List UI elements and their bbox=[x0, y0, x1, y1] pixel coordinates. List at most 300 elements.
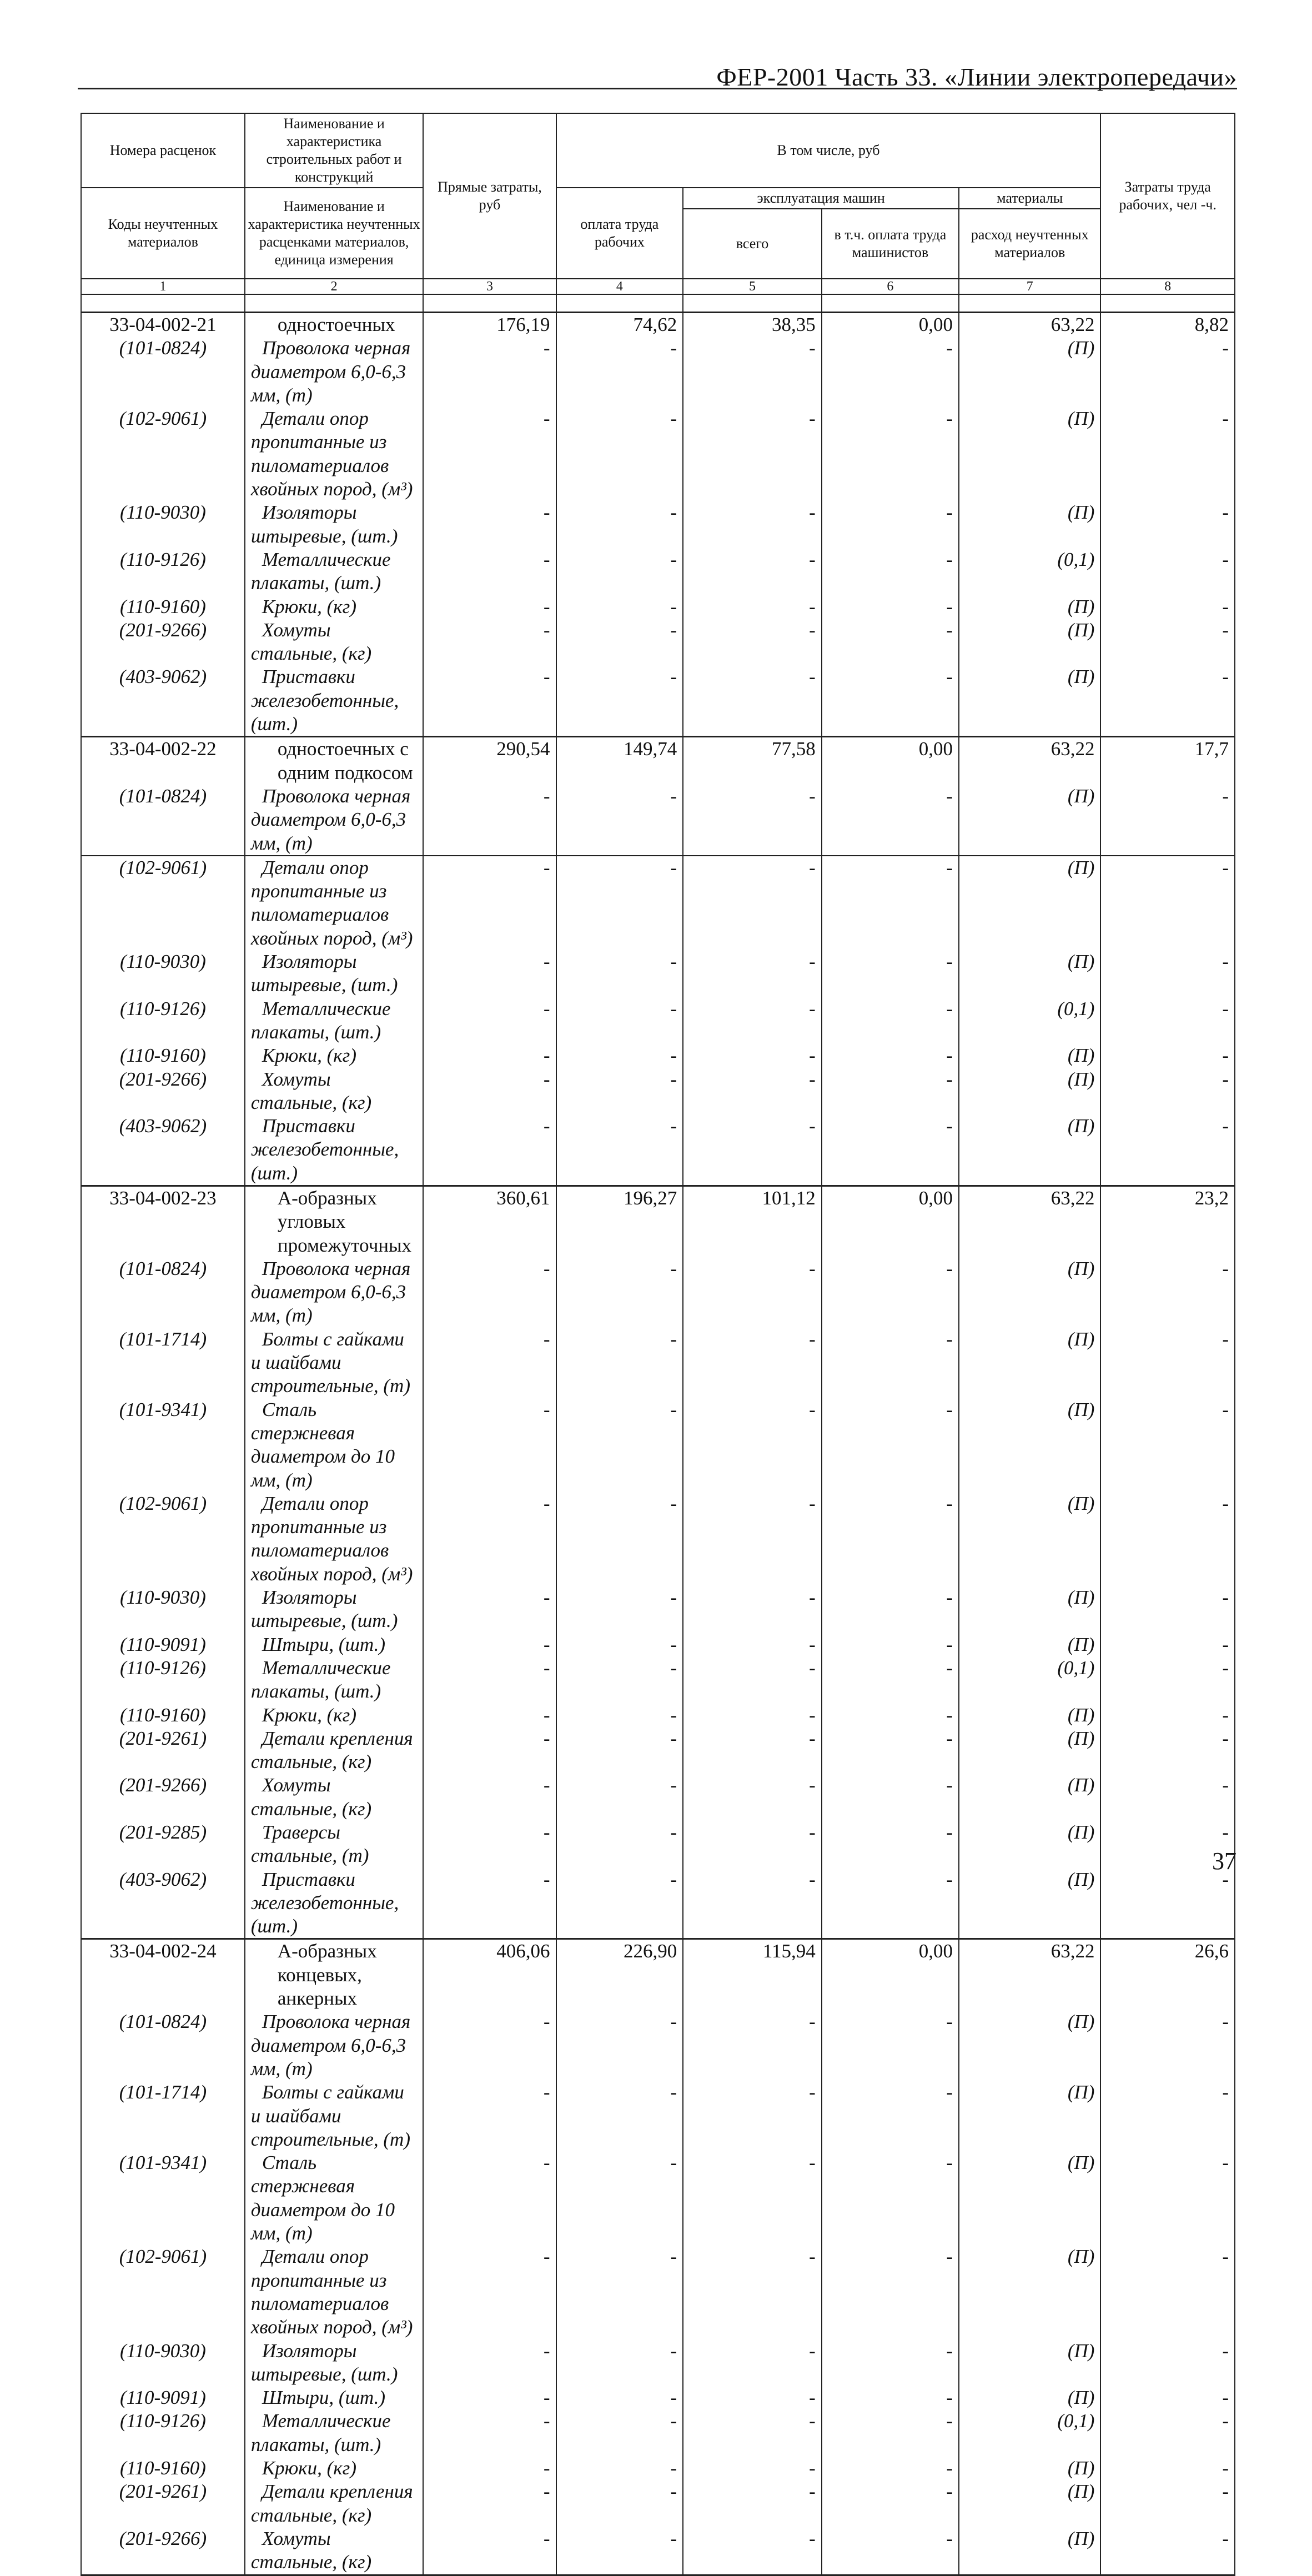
machinists-pay-dash: - bbox=[822, 1633, 959, 1656]
labor-hours-dash: - bbox=[1100, 1044, 1235, 1067]
labor-pay-dash: - bbox=[556, 1633, 683, 1656]
machines-total-dash: - bbox=[683, 2245, 822, 2339]
material-name bbox=[245, 1633, 424, 1656]
labor-hours-dash: - bbox=[1100, 1821, 1235, 1868]
labor-hours: 23,2 bbox=[1100, 1186, 1235, 1257]
direct-costs-dash: - bbox=[423, 785, 556, 856]
direct-costs-dash: - bbox=[423, 1774, 556, 1821]
labor-pay-dash: - bbox=[556, 595, 683, 619]
direct-costs-dash: - bbox=[423, 337, 556, 407]
machinists-pay-dash: - bbox=[822, 1586, 959, 1633]
material-code: (102-9061) bbox=[81, 2245, 245, 2339]
machines-total-dash: - bbox=[683, 595, 822, 619]
labor-hours-dash: - bbox=[1100, 407, 1235, 501]
machinists-pay-dash: - bbox=[822, 2409, 959, 2457]
material-name-text: Изоляторы штыревые, (шт.) bbox=[250, 1586, 398, 1632]
material-name bbox=[245, 337, 424, 407]
machines-total-dash: - bbox=[683, 2386, 822, 2409]
col-number-5: 5 bbox=[683, 279, 822, 294]
material-quantity: (П) bbox=[959, 1328, 1100, 1398]
machines-total-dash: - bbox=[683, 997, 822, 1045]
machines-total-dash: - bbox=[683, 1492, 822, 1586]
direct-costs-dash: - bbox=[423, 2245, 556, 2339]
material-name bbox=[245, 1868, 424, 1939]
direct-costs: 406,06 bbox=[423, 1939, 556, 2010]
material-code: (101-1714) bbox=[81, 2081, 245, 2151]
material-row bbox=[81, 2010, 1235, 2081]
material-name-text: Металлические плакаты, (шт.) bbox=[250, 2410, 391, 2456]
labor-hours-dash: - bbox=[1100, 1633, 1235, 1656]
col-material-names: Наименование и характеристика неучтенных расценками материалов, единица измерения bbox=[245, 188, 424, 279]
material-code: (110-9030) bbox=[81, 950, 245, 997]
direct-costs-dash: - bbox=[423, 1044, 556, 1067]
direct-costs-dash: - bbox=[423, 2386, 556, 2409]
material-quantity: (П) bbox=[959, 2480, 1100, 2527]
material-name bbox=[245, 1821, 424, 1868]
direct-costs-dash: - bbox=[423, 2527, 556, 2575]
labor-hours-dash: - bbox=[1100, 2386, 1235, 2409]
col-labor-hours: Затраты труда рабочих, чел -ч. bbox=[1100, 113, 1235, 279]
direct-costs-dash: - bbox=[423, 1257, 556, 1328]
material-quantity: (П) bbox=[959, 1774, 1100, 1821]
material-quantity: (П) bbox=[959, 2010, 1100, 2081]
col-including: В том числе, руб bbox=[556, 113, 1101, 188]
labor-pay-dash: - bbox=[556, 1257, 683, 1328]
rate-code: 33-04-002-23 bbox=[81, 1186, 245, 1257]
machinists-pay-dash: - bbox=[822, 1328, 959, 1398]
material-name-text: Хомуты стальные, (кг) bbox=[250, 1068, 372, 1113]
labor-pay: 149,74 bbox=[556, 737, 683, 785]
material-quantity: (П) bbox=[959, 1727, 1100, 1774]
direct-costs-dash: - bbox=[423, 1586, 556, 1633]
materials-cost: 63,22 bbox=[959, 1939, 1100, 2010]
material-code: (101-1714) bbox=[81, 1328, 245, 1398]
material-name bbox=[245, 2151, 424, 2245]
labor-pay-dash: - bbox=[556, 1774, 683, 1821]
material-quantity: (П) bbox=[959, 407, 1100, 501]
material-quantity: (П) bbox=[959, 2245, 1100, 2339]
material-quantity: (П) bbox=[959, 1492, 1100, 1586]
material-code: (101-0824) bbox=[81, 337, 245, 407]
col-work-name: Наименование и характеристика строительных работ и конструкций bbox=[245, 113, 424, 188]
material-quantity: (П) bbox=[959, 1068, 1100, 1115]
machines-total-dash: - bbox=[683, 2339, 822, 2387]
labor-pay-dash: - bbox=[556, 1328, 683, 1398]
labor-pay-dash: - bbox=[556, 1868, 683, 1939]
labor-pay-dash: - bbox=[556, 2527, 683, 2575]
machinists-pay-dash: - bbox=[822, 1044, 959, 1067]
material-code: (201-9266) bbox=[81, 1068, 245, 1115]
machinists-pay-dash: - bbox=[822, 2339, 959, 2387]
material-name bbox=[245, 2480, 424, 2527]
col-number-2: 2 bbox=[245, 279, 424, 294]
material-name-text: Детали опор пропитанные из пиломатериалов хвойных пород, (м³) bbox=[250, 1492, 413, 1585]
material-name-text: Проволока черная диаметром 6,0-6,3 мм, (т) bbox=[250, 2011, 411, 2080]
material-row bbox=[81, 1727, 1235, 1774]
col-materials: материалы bbox=[959, 188, 1100, 209]
material-name bbox=[245, 1727, 424, 1774]
labor-pay-dash: - bbox=[556, 1068, 683, 1115]
labor-pay-dash: - bbox=[556, 2010, 683, 2081]
direct-costs-dash: - bbox=[423, 1656, 556, 1704]
material-name-text: Болты с гайками и шайбами строительные, (т) bbox=[250, 1328, 410, 1397]
material-code: (201-9285) bbox=[81, 1821, 245, 1868]
material-row bbox=[81, 595, 1235, 619]
rate-row bbox=[81, 737, 1235, 785]
material-name-text: Металлические плакаты, (шт.) bbox=[250, 548, 391, 594]
rate-row bbox=[81, 1186, 1235, 1257]
material-quantity: (П) bbox=[959, 665, 1100, 736]
material-quantity: (П) bbox=[959, 2339, 1100, 2387]
col-rate-numbers: Номера расценок bbox=[81, 113, 245, 188]
material-name bbox=[245, 1114, 424, 1186]
machines-total-dash: - bbox=[683, 2151, 822, 2245]
machines-total-dash: - bbox=[683, 2010, 822, 2081]
labor-hours-dash: - bbox=[1100, 665, 1235, 736]
direct-costs-dash: - bbox=[423, 1868, 556, 1939]
machines-total-dash: - bbox=[683, 1868, 822, 1939]
material-row bbox=[81, 1114, 1235, 1186]
material-code: (403-9062) bbox=[81, 1114, 245, 1186]
rate-code: 33-04-002-24 bbox=[81, 1939, 245, 2010]
machines-total-dash: - bbox=[683, 1774, 822, 1821]
machines-total-dash: - bbox=[683, 1068, 822, 1115]
machines-total-dash: - bbox=[683, 1044, 822, 1067]
material-quantity: (П) bbox=[959, 785, 1100, 856]
material-quantity: (П) bbox=[959, 2151, 1100, 2245]
material-name bbox=[245, 2409, 424, 2457]
material-row bbox=[81, 1328, 1235, 1398]
col-unaccounted-materials: расход неучтенных материалов bbox=[959, 209, 1100, 279]
labor-pay-dash: - bbox=[556, 785, 683, 856]
direct-costs-dash: - bbox=[423, 2457, 556, 2480]
material-code: (101-0824) bbox=[81, 785, 245, 856]
labor-hours-dash: - bbox=[1100, 950, 1235, 997]
labor-hours-dash: - bbox=[1100, 785, 1235, 856]
labor-hours-dash: - bbox=[1100, 2081, 1235, 2151]
labor-pay-dash: - bbox=[556, 501, 683, 548]
labor-pay-dash: - bbox=[556, 2386, 683, 2409]
machinists-pay-dash: - bbox=[822, 2151, 959, 2245]
col-machines-total: всего bbox=[683, 209, 822, 279]
material-quantity: (П) bbox=[959, 2527, 1100, 2575]
labor-hours-dash: - bbox=[1100, 501, 1235, 548]
machines-total-dash: - bbox=[683, 548, 822, 595]
labor-pay-dash: - bbox=[556, 665, 683, 736]
material-quantity: (П) bbox=[959, 1704, 1100, 1727]
machines-total-dash: - bbox=[683, 1821, 822, 1868]
labor-hours: 26,6 bbox=[1100, 1939, 1235, 2010]
labor-pay-dash: - bbox=[556, 1704, 683, 1727]
labor-hours-dash: - bbox=[1100, 595, 1235, 619]
material-row bbox=[81, 2339, 1235, 2387]
labor-pay-dash: - bbox=[556, 2409, 683, 2457]
machinists-pay-dash: - bbox=[822, 1704, 959, 1727]
material-quantity: (П) bbox=[959, 2081, 1100, 2151]
material-name-text: Металлические плакаты, (шт.) bbox=[250, 997, 391, 1043]
labor-pay-dash: - bbox=[556, 997, 683, 1045]
material-name bbox=[245, 1492, 424, 1586]
labor-hours-dash: - bbox=[1100, 548, 1235, 595]
material-name-text: Хомуты стальные, (кг) bbox=[250, 2527, 372, 2573]
direct-costs: 290,54 bbox=[423, 737, 556, 785]
machinists-pay-dash: - bbox=[822, 2081, 959, 2151]
material-row bbox=[81, 785, 1235, 856]
machines-total-dash: - bbox=[683, 1633, 822, 1656]
material-code: (110-9030) bbox=[81, 1586, 245, 1633]
labor-hours-dash: - bbox=[1100, 1774, 1235, 1821]
rate-code: 33-04-002-22 bbox=[81, 737, 245, 785]
direct-costs-dash: - bbox=[423, 856, 556, 950]
material-code: (101-0824) bbox=[81, 2010, 245, 2081]
material-name-text: Детали опор пропитанные из пиломатериалов хвойных пород, (м³) bbox=[250, 856, 413, 949]
material-row bbox=[81, 997, 1235, 1045]
material-row bbox=[81, 2081, 1235, 2151]
direct-costs-dash: - bbox=[423, 997, 556, 1045]
material-name bbox=[245, 2527, 424, 2575]
material-name bbox=[245, 1398, 424, 1492]
material-name-text: Штыри, (шт.) bbox=[262, 2387, 386, 2409]
material-name-text: Хомуты стальные, (кг) bbox=[250, 1774, 372, 1820]
material-row bbox=[81, 1633, 1235, 1656]
direct-costs-dash: - bbox=[423, 2480, 556, 2527]
material-code: (110-9160) bbox=[81, 1044, 245, 1067]
material-name bbox=[245, 665, 424, 736]
labor-pay-dash: - bbox=[556, 1492, 683, 1586]
machinists-pay-dash: - bbox=[822, 1398, 959, 1492]
material-name-text: Болты с гайками и шайбами строительные, (т) bbox=[250, 2081, 410, 2150]
material-quantity: (П) bbox=[959, 1398, 1100, 1492]
labor-pay-dash: - bbox=[556, 1656, 683, 1704]
labor-hours-dash: - bbox=[1100, 2010, 1235, 2081]
labor-hours-dash: - bbox=[1100, 1704, 1235, 1727]
machinists-pay-dash: - bbox=[822, 2386, 959, 2409]
material-name-text: Сталь стержневая диаметром до 10 мм, (т) bbox=[250, 2152, 395, 2244]
material-quantity: (П) bbox=[959, 856, 1100, 950]
direct-costs-dash: - bbox=[423, 1114, 556, 1186]
material-row bbox=[81, 1868, 1235, 1939]
material-code: (101-0824) bbox=[81, 1257, 245, 1328]
material-quantity: (0,1) bbox=[959, 1656, 1100, 1704]
direct-costs-dash: - bbox=[423, 665, 556, 736]
material-quantity: (0,1) bbox=[959, 548, 1100, 595]
material-name bbox=[245, 2457, 424, 2480]
machines-total-dash: - bbox=[683, 1586, 822, 1633]
material-name-text: Крюки, (кг) bbox=[262, 2457, 356, 2479]
labor-hours: 8,82 bbox=[1100, 313, 1235, 337]
material-code: (101-9341) bbox=[81, 1398, 245, 1492]
material-code: (201-9266) bbox=[81, 619, 245, 666]
machinists-pay-dash: - bbox=[822, 619, 959, 666]
material-name-text: Проволока черная диаметром 6,0-6,3 мм, (т) bbox=[250, 337, 411, 406]
material-code: (110-9126) bbox=[81, 997, 245, 1045]
labor-hours-dash: - bbox=[1100, 856, 1235, 950]
machinists-pay-dash: - bbox=[822, 856, 959, 950]
material-row bbox=[81, 2245, 1235, 2339]
direct-costs-dash: - bbox=[423, 619, 556, 666]
material-code: (110-9160) bbox=[81, 1704, 245, 1727]
rate-name: одностоечных bbox=[245, 313, 424, 337]
machines-total-dash: - bbox=[683, 1727, 822, 1774]
labor-pay-dash: - bbox=[556, 1821, 683, 1868]
col-number-8: 8 bbox=[1100, 279, 1235, 294]
direct-costs-dash: - bbox=[423, 407, 556, 501]
material-name-text: Крюки, (кг) bbox=[262, 595, 356, 617]
material-name-text: Детали крепления стальные, (кг) bbox=[250, 2480, 413, 2526]
material-name bbox=[245, 2081, 424, 2151]
material-row bbox=[81, 1492, 1235, 1586]
machinists-pay-dash: - bbox=[822, 1492, 959, 1586]
material-row bbox=[81, 1656, 1235, 1704]
labor-pay: 196,27 bbox=[556, 1186, 683, 1257]
material-name-text: Детали опор пропитанные из пиломатериалов хвойных пород, (м³) bbox=[250, 408, 413, 500]
material-code: (102-9061) bbox=[81, 407, 245, 501]
labor-hours-dash: - bbox=[1100, 619, 1235, 666]
machinists-pay-dash: - bbox=[822, 1114, 959, 1186]
material-quantity: (П) bbox=[959, 337, 1100, 407]
machinists-pay: 0,00 bbox=[822, 1186, 959, 1257]
material-name bbox=[245, 2386, 424, 2409]
material-row bbox=[81, 1068, 1235, 1115]
material-quantity: (П) bbox=[959, 950, 1100, 997]
machines-total-dash: - bbox=[683, 337, 822, 407]
machines-total-dash: - bbox=[683, 2081, 822, 2151]
materials-cost: 63,22 bbox=[959, 737, 1100, 785]
labor-pay-dash: - bbox=[556, 407, 683, 501]
material-name-text: Изоляторы штыревые, (шт.) bbox=[250, 2339, 398, 2385]
direct-costs: 360,61 bbox=[423, 1186, 556, 1257]
material-row bbox=[81, 2480, 1235, 2527]
material-row bbox=[81, 407, 1235, 501]
labor-pay-dash: - bbox=[556, 2457, 683, 2480]
machinists-pay: 0,00 bbox=[822, 737, 959, 785]
direct-costs-dash: - bbox=[423, 2151, 556, 2245]
material-code: (110-9091) bbox=[81, 2386, 245, 2409]
material-name bbox=[245, 1656, 424, 1704]
material-name-text: Металлические плакаты, (шт.) bbox=[250, 1656, 391, 1703]
material-row bbox=[81, 501, 1235, 548]
rate-code: 33-04-002-21 bbox=[81, 313, 245, 337]
material-code: (201-9266) bbox=[81, 2527, 245, 2575]
material-code: (403-9062) bbox=[81, 665, 245, 736]
material-quantity: (П) bbox=[959, 2457, 1100, 2480]
material-name bbox=[245, 407, 424, 501]
material-name bbox=[245, 501, 424, 548]
labor-pay-dash: - bbox=[556, 2339, 683, 2387]
labor-hours-dash: - bbox=[1100, 997, 1235, 1045]
col-number-7: 7 bbox=[959, 279, 1100, 294]
labor-pay-dash: - bbox=[556, 1114, 683, 1186]
direct-costs-dash: - bbox=[423, 2010, 556, 2081]
labor-hours-dash: - bbox=[1100, 2480, 1235, 2527]
labor-hours-dash: - bbox=[1100, 2151, 1235, 2245]
material-name-text: Проволока черная диаметром 6,0-6,3 мм, (т) bbox=[250, 785, 411, 854]
material-name bbox=[245, 1704, 424, 1727]
direct-costs-dash: - bbox=[423, 2081, 556, 2151]
labor-hours-dash: - bbox=[1100, 1398, 1235, 1492]
direct-costs-dash: - bbox=[423, 1398, 556, 1492]
machines-total-dash: - bbox=[683, 501, 822, 548]
labor-hours: 17,7 bbox=[1100, 737, 1235, 785]
material-row bbox=[81, 1586, 1235, 1633]
machinists-pay-dash: - bbox=[822, 665, 959, 736]
material-name-text: Проволока черная диаметром 6,0-6,3 мм, (т) bbox=[250, 1257, 411, 1327]
material-quantity: (П) bbox=[959, 1586, 1100, 1633]
machines-total-dash: - bbox=[683, 1398, 822, 1492]
machinists-pay-dash: - bbox=[822, 1821, 959, 1868]
material-name-text: Детали крепления стальные, (кг) bbox=[250, 1727, 413, 1773]
col-material-codes: Коды неучтенных материалов bbox=[81, 188, 245, 279]
direct-costs-dash: - bbox=[423, 2409, 556, 2457]
material-row bbox=[81, 856, 1235, 950]
labor-hours-dash: - bbox=[1100, 2245, 1235, 2339]
material-code: (101-9341) bbox=[81, 2151, 245, 2245]
material-name bbox=[245, 1257, 424, 1328]
machinists-pay-dash: - bbox=[822, 2010, 959, 2081]
machines-total-dash: - bbox=[683, 2409, 822, 2457]
direct-costs-dash: - bbox=[423, 1068, 556, 1115]
material-name-text: Сталь стержневая диаметром до 10 мм, (т) bbox=[250, 1398, 395, 1491]
direct-costs-dash: - bbox=[423, 595, 556, 619]
material-quantity: (0,1) bbox=[959, 2409, 1100, 2457]
labor-pay-dash: - bbox=[556, 619, 683, 666]
labor-hours-dash: - bbox=[1100, 2457, 1235, 2480]
material-name bbox=[245, 619, 424, 666]
rate-name: А-образных угловых промежуточных bbox=[245, 1186, 424, 1257]
labor-pay-dash: - bbox=[556, 2081, 683, 2151]
machinists-pay-dash: - bbox=[822, 501, 959, 548]
labor-pay-dash: - bbox=[556, 856, 683, 950]
machines-total-dash: - bbox=[683, 856, 822, 950]
page-header: ФЕР-2001 Часть 33. «Линии электропередачи» bbox=[716, 63, 1237, 91]
materials-cost: 63,22 bbox=[959, 1186, 1100, 1257]
machines-total-dash: - bbox=[683, 950, 822, 997]
material-row bbox=[81, 548, 1235, 595]
labor-hours-dash: - bbox=[1100, 1656, 1235, 1704]
material-quantity: (П) bbox=[959, 1114, 1100, 1186]
material-name bbox=[245, 595, 424, 619]
material-name bbox=[245, 856, 424, 950]
machines-total: 101,12 bbox=[683, 1186, 822, 1257]
labor-pay-dash: - bbox=[556, 1727, 683, 1774]
material-name bbox=[245, 1068, 424, 1115]
material-name-text: Хомуты стальные, (кг) bbox=[250, 619, 372, 665]
material-code: (110-9030) bbox=[81, 2339, 245, 2387]
material-quantity: (П) bbox=[959, 501, 1100, 548]
material-quantity: (П) bbox=[959, 1044, 1100, 1067]
material-quantity: (П) bbox=[959, 619, 1100, 666]
rate-name: одностоечных с одним подкосом bbox=[245, 737, 424, 785]
labor-hours-dash: - bbox=[1100, 2527, 1235, 2575]
machinists-pay-dash: - bbox=[822, 2527, 959, 2575]
material-name-text: Траверсы стальные, (т) bbox=[250, 1821, 369, 1867]
col-labor-pay: оплата труда рабочих bbox=[556, 188, 683, 279]
material-row bbox=[81, 1704, 1235, 1727]
material-name-text: Крюки, (кг) bbox=[262, 1704, 356, 1726]
rate-row bbox=[81, 1939, 1235, 2010]
labor-pay-dash: - bbox=[556, 2151, 683, 2245]
col-machines: эксплуатация машин bbox=[683, 188, 959, 209]
material-name bbox=[245, 1586, 424, 1633]
material-name-text: Приставки железобетонные, (шт.) bbox=[250, 1115, 399, 1184]
labor-pay-dash: - bbox=[556, 2480, 683, 2527]
material-name-text: Штыри, (шт.) bbox=[262, 1633, 386, 1655]
col-number-4: 4 bbox=[556, 279, 683, 294]
machinists-pay-dash: - bbox=[822, 595, 959, 619]
material-code: (110-9126) bbox=[81, 548, 245, 595]
material-row bbox=[81, 337, 1235, 407]
machines-total-dash: - bbox=[683, 1114, 822, 1186]
